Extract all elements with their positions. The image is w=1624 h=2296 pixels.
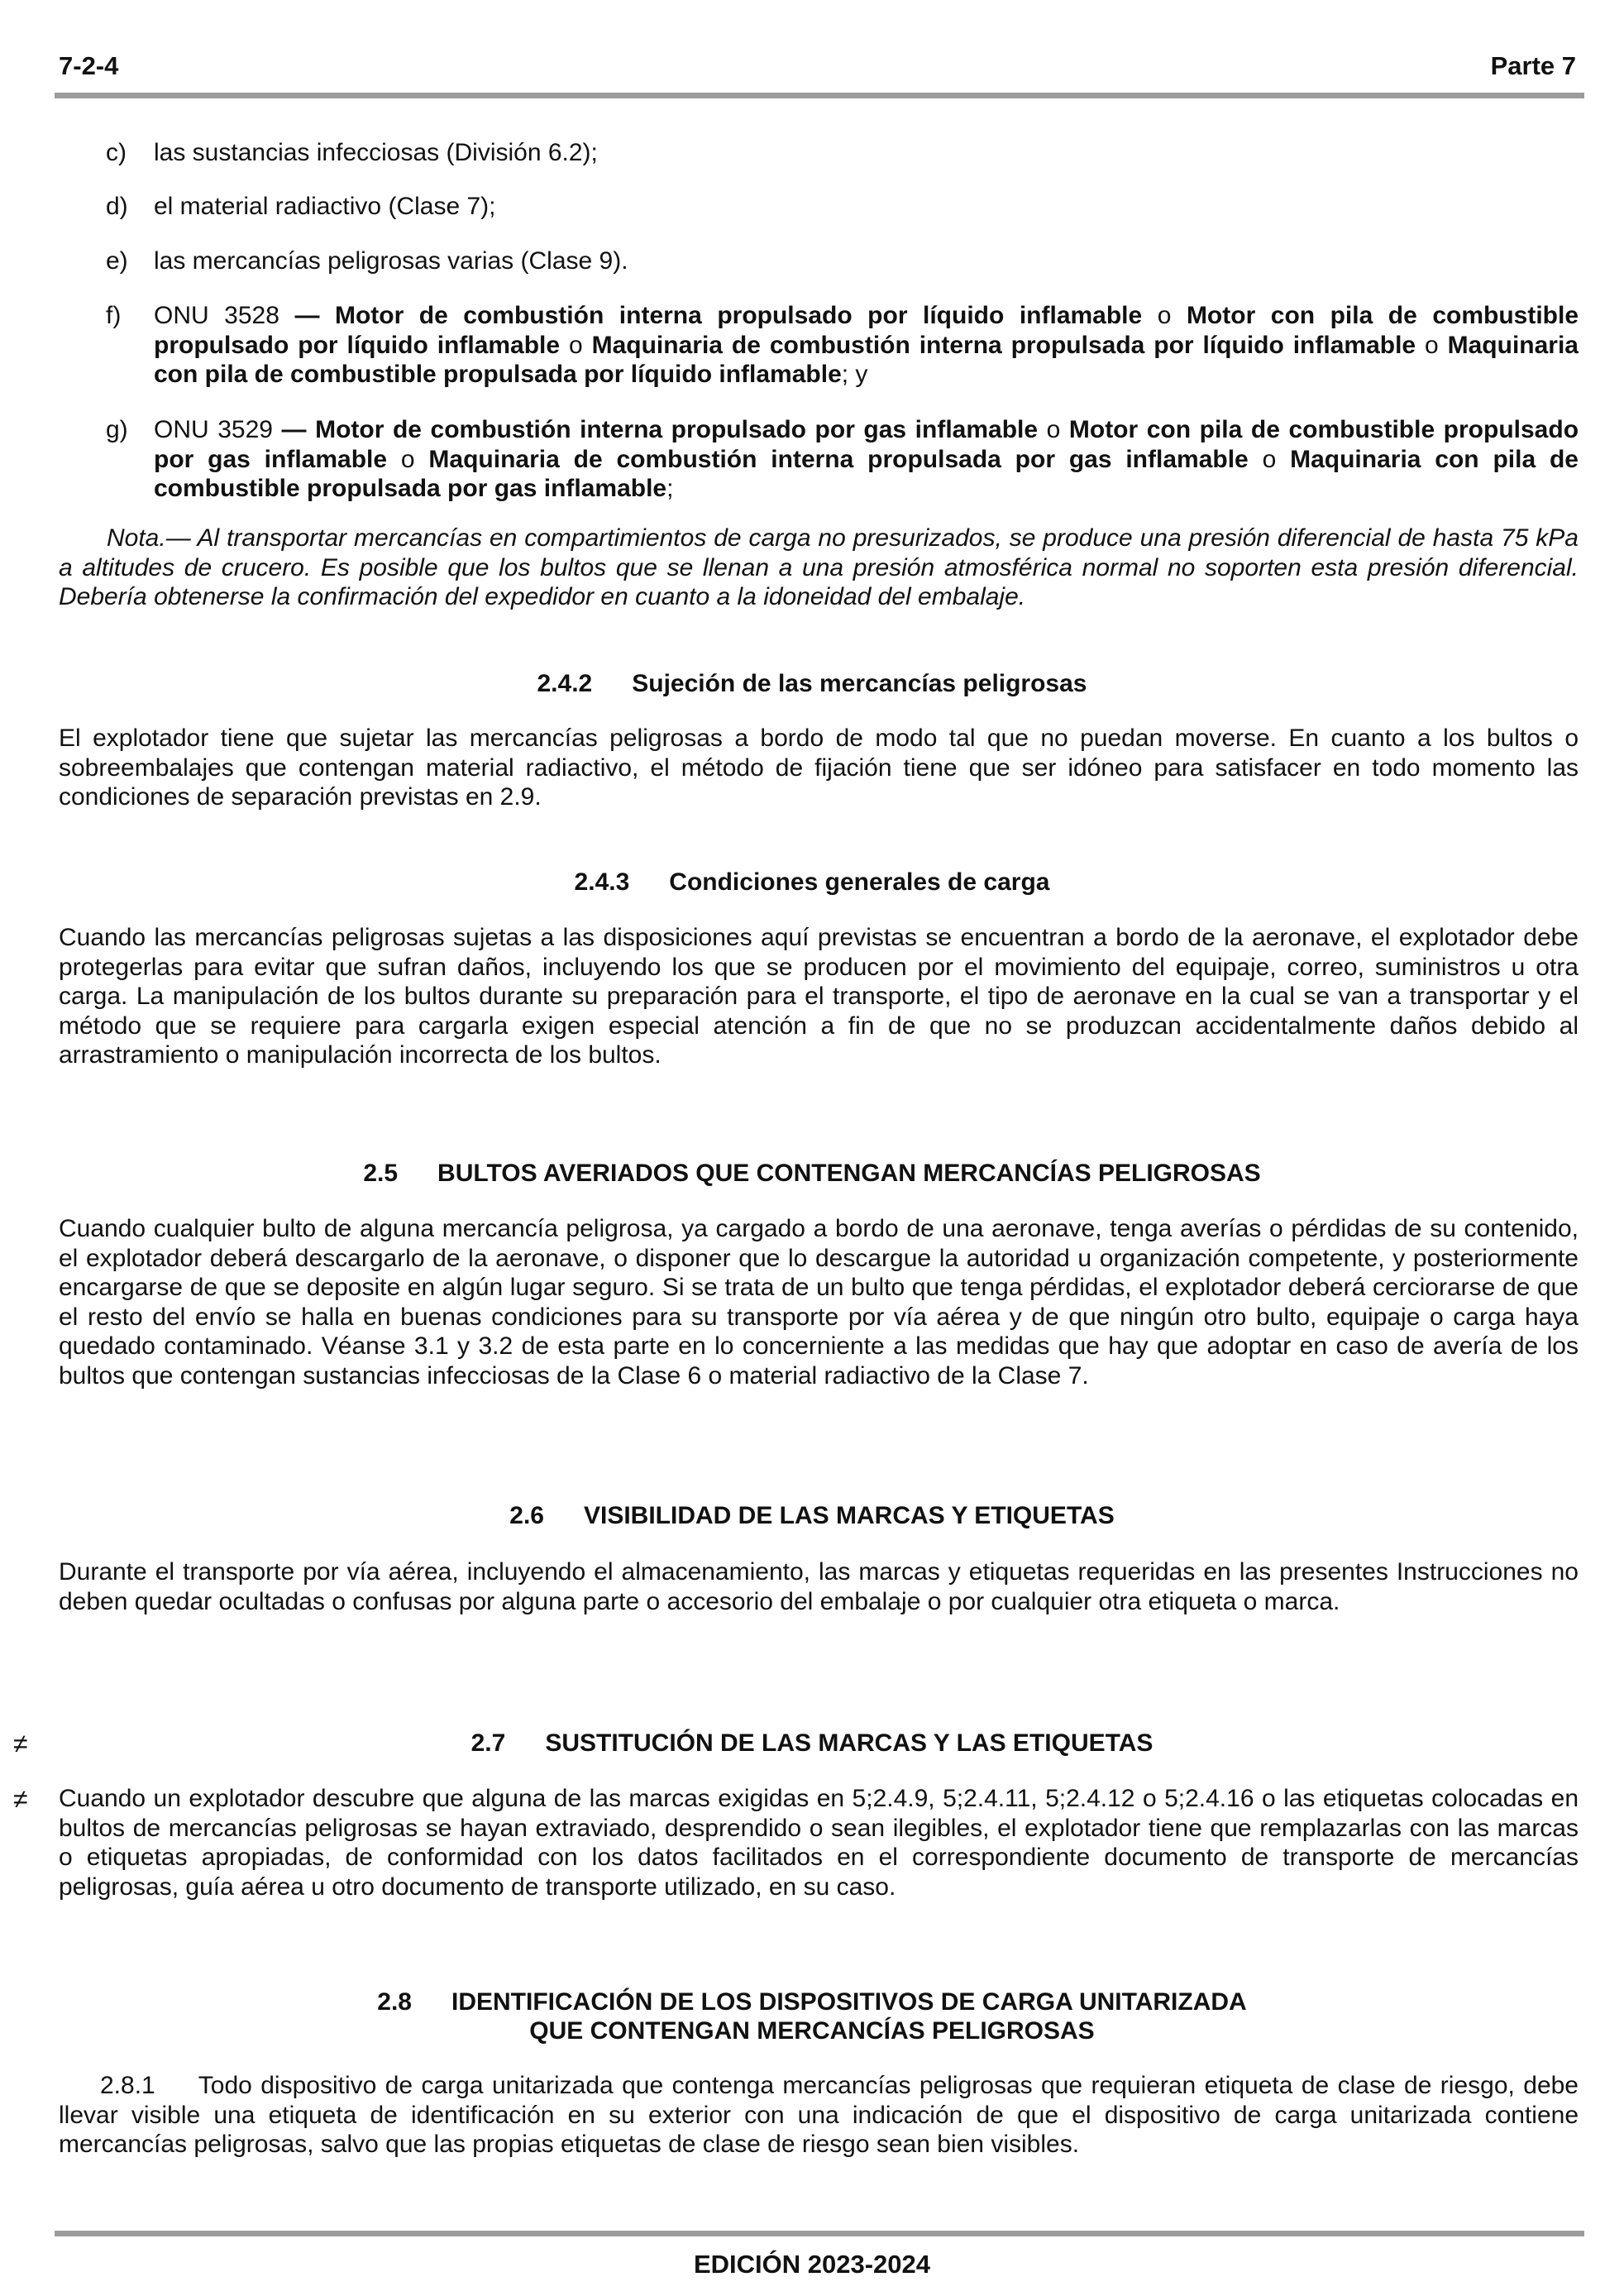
section-heading-2-5 xyxy=(0,1159,1624,1189)
list-item-c xyxy=(106,138,1579,168)
section-title: Sujeción de las mercancías peligrosas xyxy=(632,670,1087,697)
section-title: IDENTIFICACIÓN DE LOS DISPOSITIVOS DE CARGA UNITARIZADA xyxy=(451,1988,1247,2016)
section-body-2-7: Cuando un explotador descubre que alguna de las marcas exigidas en 5;2.4.9, 5;2.4.11, 5;2.4.12 o 5;2.4.16 o las etiquetas colocadas en bultos de mercancías peligrosas se hayan extraviado, desprendido o sean ilegibles, el explotador tiene que remplazarlas con las marcas o etiquetas apropiadas, de conformidad con los datos facilitados en el correspondiente documento de transporte de mercancías peligrosas, guía aérea u otro documento de transporte utilizado, en su caso. xyxy=(59,1785,1579,1901)
list-item-label: d) xyxy=(106,193,128,220)
section-body-2-4-2: El explotador tiene que sujetar las mercancías peligrosas a bordo de modo tal que no puedan moverse. En cuanto a los bultos o sobreembalajes que contengan material radiactivo, el método de fijación tiene que ser idóneo para satisfacer en todo momento las condiciones de separación previstas en 2.9. xyxy=(59,725,1579,811)
section-title: BULTOS AVERIADOS QUE CONTENGAN MERCANCÍAS PELIGROSAS xyxy=(437,1160,1261,1187)
list-item-g xyxy=(106,415,1579,504)
section-body-2-5: Cuando cualquier bulto de alguna mercancía peligrosa, ya cargado a bordo de una aeronave, tenga averías o pérdidas de su contenido, el explotador deberá descargarlo de la aeronave, o disponer que lo descargue la autoridad u organización competente, y posteriormente encargarse de que se deposite en algún lugar seguro. Si se trata de un bulto que tenga pérdidas, el explotador deberá cerciorarse de que el resto del envío se halla en buenas condiciones para su transporte por vía aérea y de que ningún otro bulto, equipaje o carga haya quedado contaminado. Véanse 3.1 y 3.2 de esta parte en lo concerniente a las medidas que hay que adoptar en caso de avería de los bultos que contengan sustancias infecciosas de la Clase 6 o material radiactivo de la Clase 7. xyxy=(59,1215,1579,1390)
section-number: 2.8 xyxy=(377,1988,412,2016)
section-heading-2-6 xyxy=(0,1501,1624,1531)
list-item-text: ONU 3529 — Motor de combustión interna propulsado por gas inflamable o Motor con pila de combustible propulsado por gas inflamable o Maquinaria de combustión interna propulsada por gas inflamable o Maquinaria con pila de combustible propulsada por gas inflamable; xyxy=(154,416,1579,502)
edition-footer: EDICIÓN 2023-2024 xyxy=(693,2250,931,2279)
note-paragraph: Nota.— Al transportar mercancías en compartimientos de carga no presurizados, se produce una presión diferencial de hasta 75 kPa a altitudes de crucero. Es posible que los bultos que se llenan a una presión atmosférica normal no soporten esta presión diferencial. Debería obtenerse la confirmación del expedidor en cuanto a la idoneidad del embalaje. xyxy=(59,524,1579,610)
list-item-label: c) xyxy=(106,139,127,166)
list-item-d xyxy=(106,192,1579,222)
section-number: 2.7 xyxy=(470,1729,506,1757)
list-item-text: las mercancías peligrosas varias (Clase 9). xyxy=(154,247,628,275)
section-title-continued: QUE CONTENGAN MERCANCÍAS PELIGROSAS xyxy=(529,2017,1095,2045)
paragraph-number: 2.8.1 xyxy=(100,2072,155,2099)
section-heading-2-8-line1 xyxy=(0,1987,1624,2017)
page-number: 7-2-4 xyxy=(59,51,119,80)
section-heading-2-4-3 xyxy=(0,868,1624,897)
section-title: SUSTITUCIÓN DE LAS MARCAS Y LAS ETIQUETAS xyxy=(545,1729,1154,1757)
list-item-f xyxy=(106,301,1579,390)
part-label: Parte 7 xyxy=(1490,51,1576,80)
list-item-text: el material radiactivo (Clase 7); xyxy=(154,193,496,220)
list-item-label: f) xyxy=(106,302,122,329)
section-body-2-8-1 xyxy=(59,2071,1579,2160)
change-marker: ≠ xyxy=(13,1729,28,1758)
header-rule xyxy=(55,93,1584,98)
list-item-text: las sustancias infecciosas (División 6.2); xyxy=(154,139,598,166)
section-body-2-4-3: Cuando las mercancías peligrosas sujetas a las disposiciones aquí previstas se encuentran a bordo de la aeronave, el explotador debe protegerlas para evitar que sufran daños, incluyendo los que se producen por el movimiento del equipaje, correo, suministros u otra carga. La manipulación de los bultos durante su preparación para el transporte, el tipo de aeronave en la cual se van a transportar y el método que se requiere para cargarla exigen especial atención a fin de que no se produzcan accidentalmente daños debido al arrastramiento o manipulación incorrecta de los bultos. xyxy=(59,924,1579,1069)
section-body-2-6: Durante el transporte por vía aérea, incluyendo el almacenamiento, las marcas y etiquetas requeridas en las presentes Instrucciones no deben quedar ocultadas o confusas por alguna parte o accesorio del embalaje o por cualquier otra etiqueta o marca. xyxy=(59,1558,1579,1615)
section-number: 2.4.3 xyxy=(574,868,630,896)
change-marker: ≠ xyxy=(13,1784,28,1814)
section-number: 2.4.2 xyxy=(537,670,593,697)
list-item-label: g) xyxy=(106,416,128,443)
section-number: 2.5 xyxy=(363,1160,399,1187)
section-heading-2-7 xyxy=(0,1729,1624,1758)
section-number: 2.6 xyxy=(509,1502,544,1529)
list-item-e xyxy=(106,246,1579,276)
footer-rule xyxy=(55,2231,1584,2236)
section-title: Condiciones generales de carga xyxy=(669,868,1050,896)
section-heading-2-8-line2 xyxy=(0,2016,1624,2046)
paragraph-text: Todo dispositivo de carga unitarizada que contenga mercancías peligrosas que requieran etiqueta de clase de riesgo, debe llevar visible una etiqueta de identificación en su exterior con una indicación de que el dispositivo de carga unitarizada contiene mercancías peligrosas, salvo que las propias etiquetas de clase de riesgo sean bien visibles. xyxy=(59,2072,1579,2158)
section-title: VISIBILIDAD DE LAS MARCAS Y ETIQUETAS xyxy=(583,1502,1115,1529)
list-item-label: e) xyxy=(106,247,128,275)
section-heading-2-4-2 xyxy=(0,669,1624,699)
list-item-text: ONU 3528 — Motor de combustión interna propulsado por líquido inflamable o Motor con pila de combustible propulsado por líquido inflamable o Maquinaria de combustión interna propulsada por líquido inflamable o Maquinaria con pila de combustible propulsada por líquido inflamable; y xyxy=(154,302,1579,388)
